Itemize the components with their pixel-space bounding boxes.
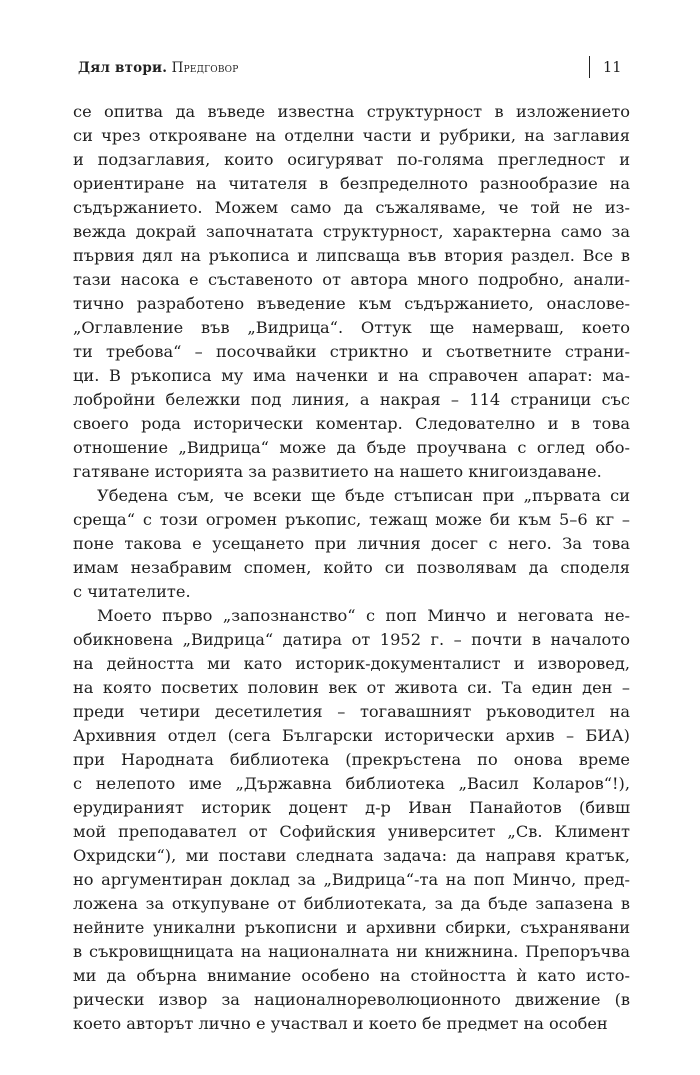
running-header [78,60,630,80]
text-line: с читателите. [73,582,191,601]
text-line: Архивния отдел (сега Български исторически архив – БИА) [73,726,630,745]
text-line: преди четири десетилетия – тогавашният ръководител на [73,702,630,721]
body-text [73,100,630,1036]
text-line: тази насока е съставеното от автора много подробно, анали- [73,270,630,289]
text-line: „Оглавление във „Видрица“. Оттук ще намерваш, което [73,318,630,337]
text-line: при Народната библиотека (прекръстена по онова време [73,750,630,769]
text-line: лобройни бележки под линия, а накрая – 114 страници със [73,390,630,409]
text-line: ложена за откупуване от библиотеката, за да бъде запазена в [73,894,630,913]
text-line: поне такова е усещането при личния досег с него. За това [73,534,630,553]
paragraph [73,484,630,604]
text-line: гатяване историята за развитието на нашето книгоиздаване. [73,462,602,481]
text-line: в съкровищницата на националната ни книжнина. Препоръчва [73,942,630,961]
text-line: Охридски“), ми постави следната задача: да направя кратък, [73,846,630,865]
text-line: се опитва да въведе известна структурност в изложението [73,102,630,121]
text-line: имам незабравим спомен, който си позволявам да споделя [73,558,630,577]
text-line: и подзаглавия, които осигуряват по-голяма прегледност и [73,150,630,169]
paragraph [73,100,630,484]
text-line: ци. В ръкописа му има наченки и на справочен апарат: ма- [73,366,630,385]
text-line: си чрез открояване на отделни части и рубрики, на заглавия [73,126,630,145]
text-line: ми да обърна внимание особено на стойността ѝ като истo- [73,966,630,985]
text-line: среща“ с този огромен ръкопис, тежащ може би към 5–6 кг – [73,510,630,529]
text-line: на дейността ми като историк-документалист и изворовед, [73,654,630,673]
paragraph [73,604,630,1036]
header-divider [589,56,590,78]
header-section-title: Предговор [171,60,239,76]
page-number: 11 [603,60,622,76]
text-line: нейните уникални ръкописни и архивни сбирки, съхранявани [73,918,630,937]
text-line: отношение „Видрица“ може да бъде проучвана с оглед обо- [73,438,630,457]
header-part-label: Дял втори. [78,60,168,76]
text-line: тично разработено въведение към съдържанието, онаслове- [73,294,630,313]
text-line: мой преподавател от Софийския университет „Св. Климент [73,822,630,841]
text-line: Моето първо „запознанство“ с поп Минчо и неговата не- [97,606,630,625]
text-line: вежда докрай започнатата структурност, характерна само за [73,222,630,241]
text-line: което авторът лично е участвал и което бе предмет на особен [73,1014,608,1033]
text-line: ерудираният историк доцент д-р Иван Панайотов (бивш [73,798,630,817]
text-line: своего рода исторически коментар. Следователно и в това [73,414,630,433]
text-line: първия дял на ръкописа и липсваща във втория раздел. Все в [73,246,630,265]
text-line: рически извор за националнореволюционното движение (в [73,990,630,1009]
text-line: на която посветих половин век от живота си. Та един ден – [73,678,630,697]
text-line: но аргументиран доклад за „Видрица“-та на поп Минчо, пред- [73,870,630,889]
text-line: Убедена съм, че всеки ще бъде стъписан при „първата си [97,486,630,505]
text-line: съдържанието. Можем само да съжаляваме, че той не из- [73,198,630,217]
text-line: обикновена „Видрица“ датира от 1952 г. – почти в началото [73,630,630,649]
text-line: ти требова“ – посочвайки стриктно и съответните страни- [73,342,630,361]
text-line: с нелепото име „Държавна библиотека „Васил Коларов“!), [73,774,630,793]
text-line: ориентиране на читателя в безпределното разнообразие на [73,174,630,193]
